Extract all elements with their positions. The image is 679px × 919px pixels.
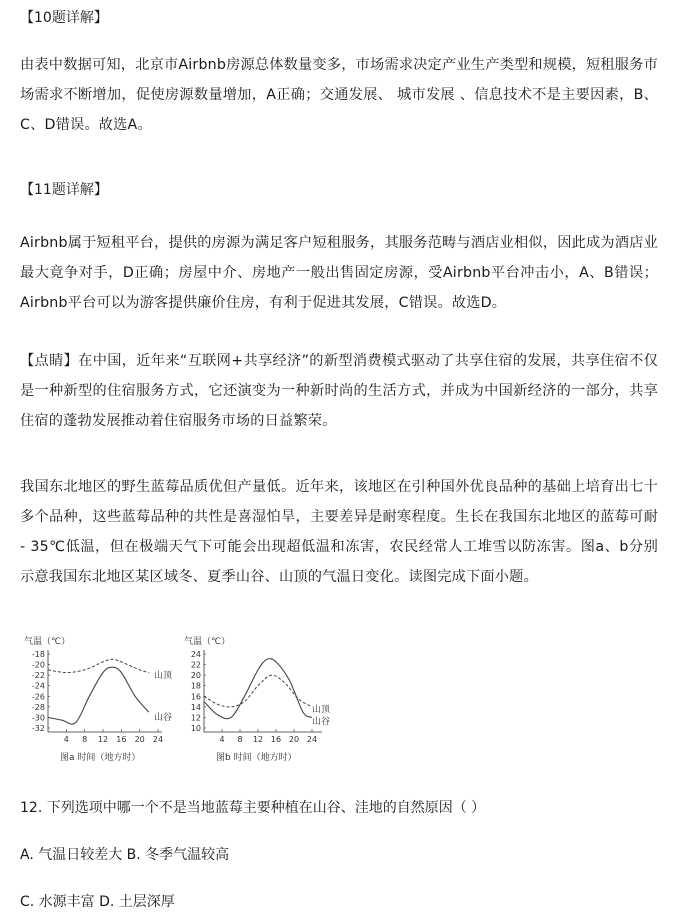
chart-b-x-tick-label: 20 bbox=[288, 735, 300, 744]
chart-a-x-ticks bbox=[64, 729, 163, 744]
chart-a-y-tick-label: -32 bbox=[31, 724, 45, 733]
chart-a-y-tick-label: -24 bbox=[31, 681, 45, 691]
question-12-options-cd: C. 水源丰富 D. 土层深厚 bbox=[20, 894, 175, 910]
section-10-heading: 【10题详解】 bbox=[20, 10, 108, 26]
section-10-body bbox=[20, 50, 658, 140]
chart-a-y-ticks bbox=[32, 650, 50, 733]
chart-a-x-tick-label: 16 bbox=[116, 735, 127, 744]
chart-a-x-tick-label: 12 bbox=[97, 735, 109, 744]
chart-a bbox=[24, 635, 173, 763]
chart-b-x-tick-label: 12 bbox=[252, 735, 264, 744]
question-12-options-ab: A. 气温日较差大 B. 冬季气温较高 bbox=[20, 847, 230, 863]
chart-a-y-tick-label: -30 bbox=[31, 713, 45, 723]
section-10-text: 由表中数据可知，北京市Airbnb房源总体数量变多，市场需求决定产业生产类型和规模，短租服务市场需求不断增加，促使房源数量增加，A正确；交通发展、 城市发展 、信息技术不是主要因素，B、C、D错误。故选A。 bbox=[20, 57, 658, 133]
section-11-text: Airbnb属于短租平台，提供的房源为满足客户短租服务，其服务范畴与酒店业相似，因此成为酒店业最大竟争对手，D正确；房屋中介、房地产一般出售固定房源，受Airbnb平台冲击小，A、B错误；Airbnb平台可以为游客提供廉价住房，有利于促进其发展，C错误。故选D。 bbox=[20, 235, 658, 311]
chart-a-y-tick-label: -18 bbox=[31, 650, 45, 659]
chart-b-y-tick-label: 12 bbox=[190, 713, 201, 723]
chart-b-series-valley bbox=[204, 659, 312, 719]
chart-a-title: 图a 时间（地方时） bbox=[60, 753, 141, 763]
chart-b-ylabel: 气温（℃） bbox=[184, 637, 231, 647]
comment-body: 在中国，近年来“互联网+共享经济”的新型消费模式驱动了共享住宿的发展，共享住宿不仅是一种新型的住宿服务方式，它还演变为一种新时尚的生活方式，并成为中国新经济的一部分，共享住宿的蓬勃发展推动着住宿服务市场的日益繁荣。 bbox=[20, 353, 658, 429]
chart-a-legend-valley: 山谷 bbox=[154, 713, 173, 723]
chart-b-y-tick-label: 16 bbox=[190, 692, 201, 702]
chart-a-y-tick-label: -20 bbox=[31, 660, 45, 670]
chart-b-x-tick-label: 4 bbox=[219, 735, 225, 744]
comment-label: 【点睛】 bbox=[20, 353, 79, 369]
chart-b-y-tick-label: 18 bbox=[190, 681, 201, 691]
chart-b-y-tick-label: 24 bbox=[190, 650, 201, 659]
chart-b-series-mountaintop bbox=[204, 675, 312, 707]
chart-b-y-tick-label: 20 bbox=[190, 671, 201, 681]
chart-b-y-tick-label: 10 bbox=[190, 724, 201, 733]
comment-block bbox=[20, 346, 658, 436]
chart-b-x-tick-label: 16 bbox=[270, 735, 282, 744]
question-12-stem: 12. 下列选项中哪一个不是当地蓝莓主要种植在山谷、洼地的自然原因（ ） bbox=[20, 800, 486, 816]
chart-a-x-tick-label: 20 bbox=[134, 735, 145, 744]
chart-a-x-tick-label: 8 bbox=[82, 735, 88, 744]
passage-text: 我国东北地区的野生蓝莓品质优但产量低。近年来，该地区在引种国外优良品种的基础上培育出七十多个品种，这些蓝莓品种的共性是喜湿怕旱，主要差异是耐寒程度。生长在我国东北地区的蓝莓可耐 - 35℃低温，但在极端天气下可能会出现超低温和冻害，农民经常人工堆雪以防冻害。图a、b分别示意我国东北地区某区域冬、夏季山谷、山顶的气温日变化。读图完成下面小题。 bbox=[20, 479, 658, 585]
chart-a-y-tick-label: -26 bbox=[31, 692, 45, 702]
chart-b-x-tick-label: 24 bbox=[306, 735, 318, 744]
chart-a-x-tick-label: 4 bbox=[63, 735, 69, 744]
chart-b-x-ticks bbox=[219, 729, 317, 744]
charts-svg bbox=[24, 632, 344, 772]
comment-text bbox=[20, 346, 658, 436]
chart-a-series-mountaintop bbox=[48, 659, 149, 672]
chart-b-legend-mountaintop: 山顶 bbox=[312, 705, 331, 715]
chart-b-y-tick-label: 22 bbox=[190, 660, 201, 670]
chart-b-legend-valley: 山谷 bbox=[312, 717, 331, 727]
temperature-charts bbox=[24, 632, 344, 772]
section-11-body bbox=[20, 228, 658, 318]
passage-block bbox=[20, 472, 658, 592]
section-11-heading: 【11题详解】 bbox=[20, 182, 108, 198]
chart-b-title: 图b 时间（地方时） bbox=[216, 753, 297, 763]
chart-b-x-tick-label: 8 bbox=[237, 735, 243, 744]
chart-a-x-tick-label: 24 bbox=[152, 735, 164, 744]
chart-a-y-tick-label: -22 bbox=[31, 671, 45, 681]
chart-a-legend-mountaintop: 山顶 bbox=[154, 671, 173, 681]
chart-a-series-valley bbox=[48, 667, 149, 724]
chart-a-ylabel: 气温（℃） bbox=[24, 637, 71, 647]
chart-b bbox=[184, 635, 331, 763]
chart-b-y-tick-label: 14 bbox=[190, 702, 201, 712]
chart-a-y-tick-label: -28 bbox=[31, 702, 45, 712]
